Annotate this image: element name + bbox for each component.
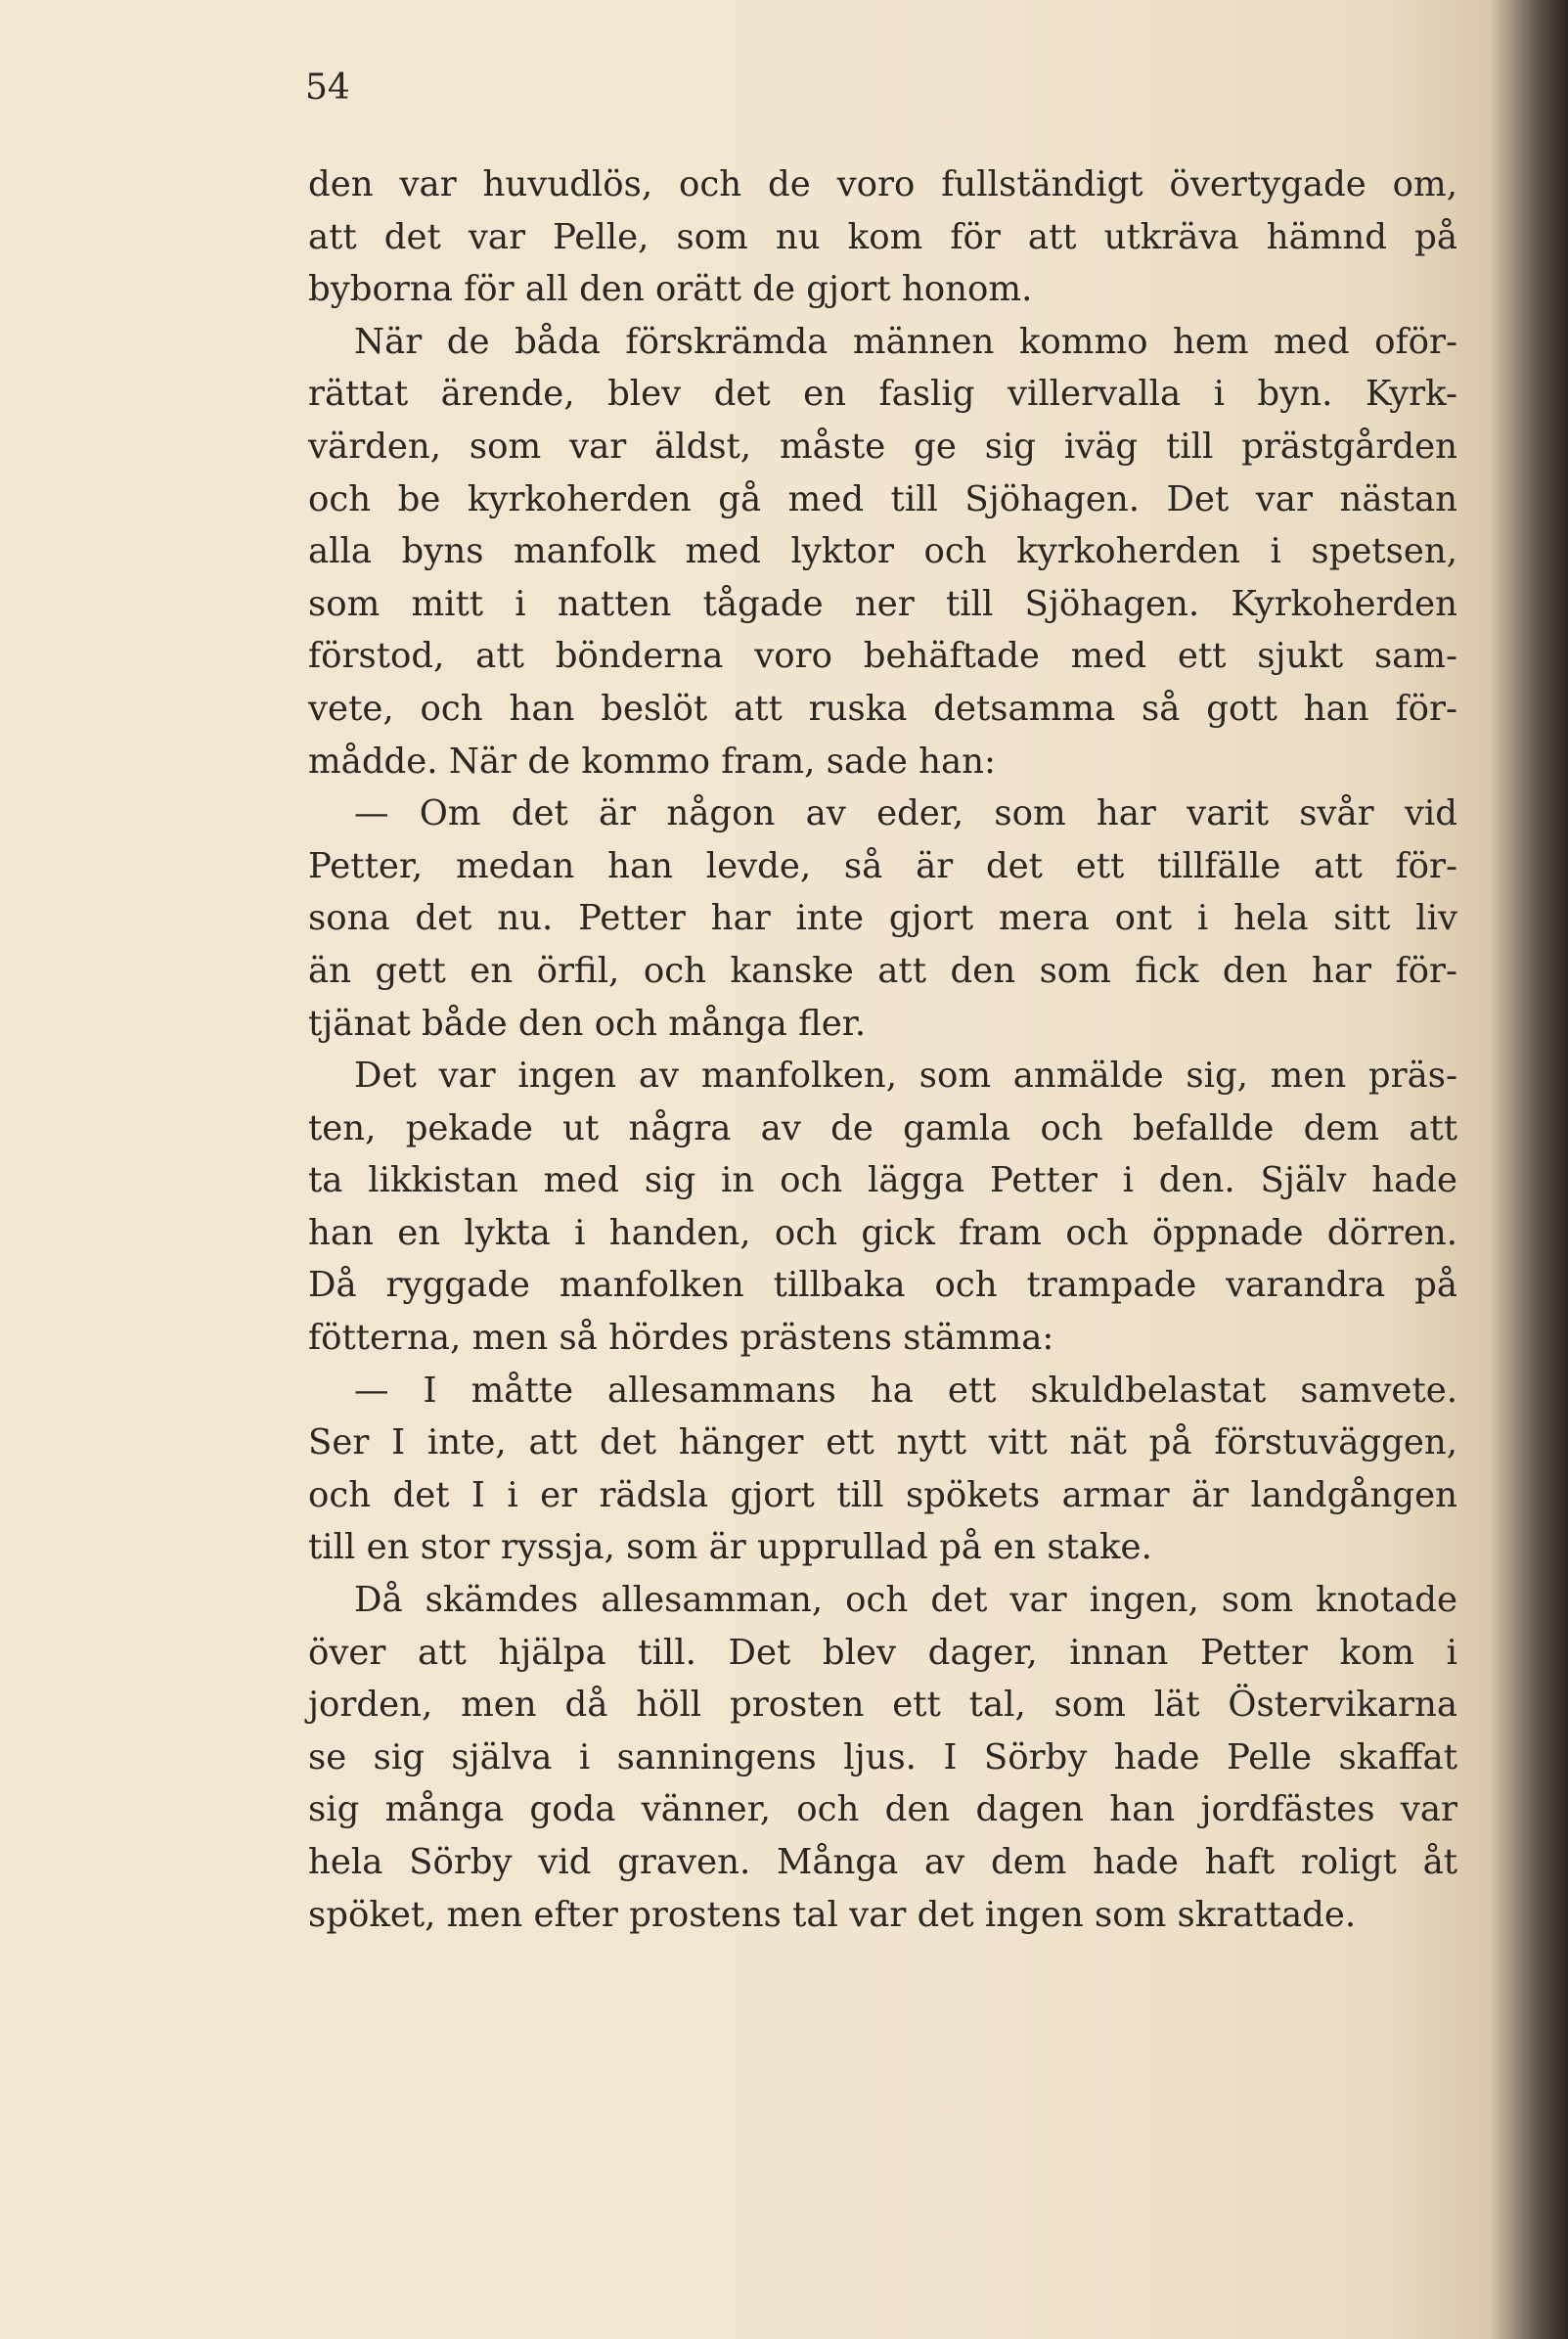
text-line: som mitt i natten tågade ner till Sjöhagen. Kyrkoherden [308,583,1457,624]
text-line: Petter, medan han levde, så är det ett tillfälle att för- [308,845,1457,886]
text-line: hela Sörby vid graven. Många av dem hade haft roligt åt [308,1842,1457,1882]
text-line: den var huvudlös, och de voro fullständigt övertygade om, [308,164,1457,204]
text-line: rättat ärende, blev det en faslig villervalla i byn. Kyrk- [308,374,1457,415]
paragraph [308,1574,1457,1941]
text-line: ten, pekade ut några av de gamla och befallde dem att [308,1107,1457,1148]
text-line: än gett en örfil, och kanske att den som fick den har för- [308,950,1457,991]
text-line: ta likkistan med sig in och lägga Petter i den. Själv hade [308,1160,1457,1201]
text-line: mådde. När de kommo fram, sade han: [308,741,996,782]
text-line: Ser I inte, att det hänger ett nytt vitt nät på förstuväggen, [308,1422,1457,1463]
text-line: Då skämdes allesamman, och det var ingen, som knotade [354,1580,1457,1621]
text-line: fötterna, men så hördes prästens stämma: [308,1318,1054,1359]
text-line: jorden, men då höll prosten ett tal, som lät Östervikarna [308,1685,1457,1726]
text-line: — I måtte allesammans ha ett skuldbelastat samvete. [354,1370,1457,1411]
paragraph [308,316,1457,787]
text-line: vete, och han beslöt att ruska detsamma så gott han för- [308,688,1457,729]
body-text [308,158,1457,1941]
text-line: sig många goda vänner, och den dagen han jordfästes var [308,1789,1457,1830]
text-line: och det I i er rädsla gjort till spökets armar är landgången [308,1474,1457,1515]
text-line: sona det nu. Petter har inte gjort mera ont i hela sitt liv [308,898,1457,939]
text-line: Det var ingen av manfolken, som anmälde sig, men präs- [354,1056,1457,1097]
text-line: förstod, att bönderna voro behäftade med ett sjukt sam- [308,636,1457,677]
text-line: byborna för all den orätt de gjort honom. [308,269,1033,310]
text-line: När de båda förskrämda männen kommo hem med oför- [354,321,1457,362]
paragraph [308,787,1457,1050]
paragraph [308,1050,1457,1365]
text-line: över att hjälpa till. Det blev dager, innan Petter kom i [308,1632,1457,1673]
text-line: — Om det är någon av eder, som har varit svår vid [354,793,1457,834]
text-line: till en stor ryssja, som är upprullad på en stake. [308,1527,1152,1568]
page-number: 54 [305,67,350,108]
text-line: tjänat både den och många fler. [308,1003,867,1044]
text-line: att det var Pelle, som nu kom för att utkräva hämnd på [308,216,1457,257]
text-line: värden, som var äldst, måste ge sig iväg till prästgården [308,426,1457,467]
paragraph [308,158,1457,316]
paragraph [308,1365,1457,1574]
text-line: spöket, men efter prostens tal var det ingen som skrattade. [308,1894,1357,1935]
text-line: alla byns manfolk med lyktor och kyrkoherden i spetsen, [308,531,1457,572]
text-line: Då ryggade manfolken tillbaka och trampade varandra på [308,1265,1457,1306]
text-line: se sig själva i sanningens ljus. I Sörby hade Pelle skaffat [308,1736,1457,1777]
text-line: han en lykta i handen, och gick fram och öppnade dörren. [308,1212,1457,1253]
text-line: och be kyrkoherden gå med till Sjöhagen. Det var nästan [308,478,1457,519]
